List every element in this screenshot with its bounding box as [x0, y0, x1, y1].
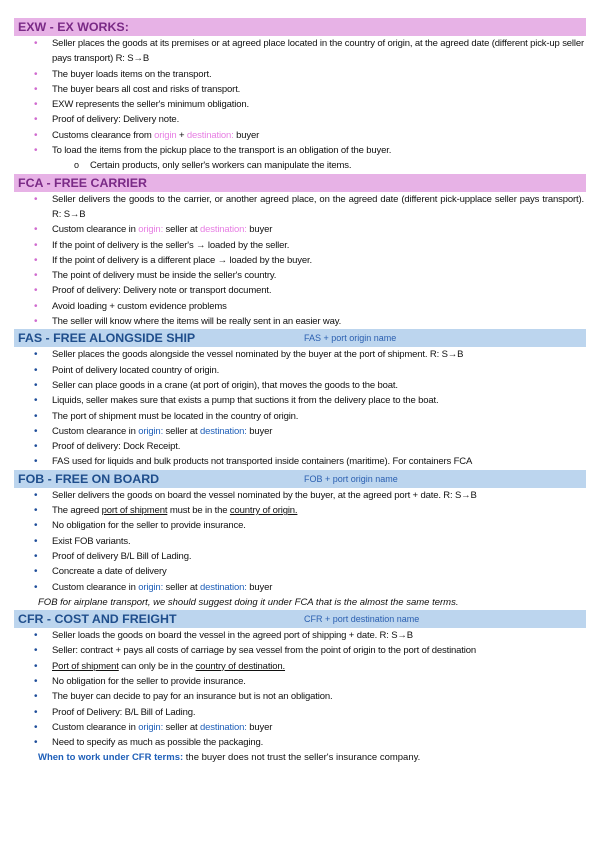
list-item: • If the point of delivery is a different place → loaded by the buyer. [14, 253, 586, 268]
list-item: • Liquids, seller makes sure that exists a pump that suctions it from the delivery place to the boat. [14, 393, 586, 408]
bullet-icon: • [34, 83, 38, 95]
section-title-text: CFR - COST AND FREIGHT [18, 612, 177, 627]
bullet-icon: • [34, 349, 38, 361]
sub-list-item: o Certain products, only seller's workers can manipulate the items. [14, 158, 586, 173]
section-title-text: FCA - FREE CARRIER [18, 175, 147, 190]
bullet-icon: • [34, 630, 38, 642]
list-item: • Proof of delivery: Dock Receipt. [14, 439, 586, 454]
list-item: • Proof of Delivery: B/L Bill of Lading. [14, 705, 586, 720]
bullet-icon: • [34, 316, 38, 328]
section-note: FOB for airplane transport, we should suggest doing it under FCA that is the almost the same terms. [38, 596, 459, 608]
section-note: When to work under CFR terms: the buyer does not trust the seller's insurance company. [38, 752, 421, 764]
bullet-icon: • [34, 99, 38, 111]
section-fob [14, 470, 586, 610]
list-item: • Avoid loading + custom evidence problems [14, 299, 586, 314]
list-item: • Point of delivery located country of origin. [14, 363, 586, 378]
bullet-icon: • [34, 145, 38, 157]
bullet-icon: • [34, 254, 38, 266]
bullet-icon: • [34, 645, 38, 657]
list-item: • The buyer loads items on the transport. [14, 67, 586, 82]
list-item: • Concreate a date of delivery [14, 564, 586, 579]
list-item: • Custom clearance in origin: seller at destination: buyer [14, 580, 586, 595]
list-item: • The buyer bears all cost and risks of transport. [14, 82, 586, 97]
section-fca [14, 174, 586, 330]
list-item: • Seller delivers the goods on board the vessel nominated by the buyer, at the agreed port + date. R: S→B [14, 488, 586, 503]
bullet-icon: • [34, 691, 38, 703]
bullet-icon: • [34, 675, 38, 687]
bullet-icon: • [34, 224, 38, 236]
list-item: • If the point of delivery is the seller's → loaded by the seller. [14, 238, 586, 253]
list-item: • The point of delivery must be inside the seller's country. [14, 268, 586, 283]
document-page [14, 18, 586, 766]
section-title-fas [14, 329, 586, 347]
list-item: • Seller places the goods at its premises or at agreed place located in the country of origin, at the agreed date (different pick-up seller pays transport) R: S→B [34, 38, 584, 65]
bullet-icon: • [34, 193, 38, 205]
list-item: • Proof of delivery: Delivery note. [14, 112, 586, 127]
bullet-icon: • [34, 410, 38, 422]
bullet-icon: • [34, 395, 38, 407]
list-item: • Exist FOB variants. [14, 534, 586, 549]
section-cfr [14, 610, 586, 766]
list-item: • Need to specify as much as possible the packaging. [14, 735, 586, 750]
list-item: • Port of shipment can only be in the country of destination. [14, 659, 586, 674]
bullet-icon: • [34, 270, 38, 282]
list-item: • To load the items from the pickup place to the transport is an obligation of the buyer. [14, 143, 586, 158]
list-item: • Seller delivers the goods to the carrier, or another agreed place, on the agreed date (different pick-upplace seller pays transport). R: S→B [34, 193, 584, 220]
bullet-icon: • [34, 505, 38, 517]
bullet-icon: • [34, 721, 38, 733]
section-title-fca [14, 174, 586, 192]
bullet-icon: • [34, 456, 38, 468]
list-item: • Custom clearance in origin: seller at destination: buyer [14, 222, 586, 237]
bullet-icon: • [34, 566, 38, 578]
section-fas [14, 329, 586, 469]
bullet-icon: • [34, 441, 38, 453]
bullet-icon: • [34, 660, 38, 672]
circle-bullet-icon: o [74, 160, 79, 171]
list-item: • Seller loads the goods on board the vessel in the agreed port of shipping + date. R: S→B [14, 628, 586, 643]
section-title-text: FOB - FREE ON BOARD [18, 471, 160, 486]
bullet-icon: • [34, 38, 38, 49]
bullet-icon: • [34, 706, 38, 718]
list-item: • The port of shipment must be located in the country of origin. [14, 409, 586, 424]
bullet-icon: • [34, 300, 38, 312]
list-item: • FAS used for liquids and bulk products not transported inside containers (maritime). For containers FCA [14, 454, 586, 469]
list-item: • EXW represents the seller's minimum obligation. [14, 97, 586, 112]
bullet-icon: • [34, 239, 38, 251]
list-item: • Custom clearance in origin: seller at destination: buyer [14, 720, 586, 735]
bullet-icon: • [34, 550, 38, 562]
list-item: • No obligation for the seller to provide insurance. [14, 518, 586, 533]
section-title-cfr [14, 610, 586, 628]
list-item: • Seller places the goods alongside the vessel nominated by the buyer at the port of shipment. R: S→B [14, 347, 586, 362]
section-subtitle: FOB + port origin name [304, 473, 398, 484]
bullet-icon: • [34, 129, 38, 141]
bullet-icon: • [34, 489, 38, 501]
list-item: • The buyer can decide to pay for an insurance but is not an obligation. [14, 689, 586, 704]
bullet-icon: • [34, 285, 38, 297]
section-exw [14, 18, 586, 174]
list-item: • The agreed port of shipment must be in the country of origin. [14, 503, 586, 518]
bullet-icon: • [34, 520, 38, 532]
list-item: • The seller will know where the items will be really sent in an easier way. [14, 314, 586, 329]
section-subtitle: FAS + port origin name [304, 333, 397, 344]
bullet-icon: • [34, 535, 38, 547]
bullet-icon: • [34, 379, 38, 391]
section-title-text: FAS - FREE ALONGSIDE SHIP [18, 331, 196, 346]
bullet-icon: • [34, 68, 38, 80]
list-item: • Proof of delivery B/L Bill of Lading. [14, 549, 586, 564]
section-title-exw [14, 18, 586, 36]
list-item: • Custom clearance in origin: seller at destination: buyer [14, 424, 586, 439]
list-item: • Proof of delivery: Delivery note or transport document. [14, 283, 586, 298]
section-title-text: EXW - EX WORKS: [18, 20, 129, 34]
bullet-icon: • [34, 425, 38, 437]
section-title-fob [14, 470, 586, 488]
list-item: • Seller can place goods in a crane (at port of origin), that moves the goods to the boat. [14, 378, 586, 393]
bullet-icon: • [34, 581, 38, 593]
bullet-icon: • [34, 364, 38, 376]
list-item: • Customs clearance from origin + destination: buyer [14, 128, 586, 143]
bullet-icon: • [34, 114, 38, 126]
bullet-icon: • [34, 737, 38, 749]
list-item: • No obligation for the seller to provide insurance. [14, 674, 586, 689]
section-subtitle: CFR + port destination name [304, 614, 420, 625]
list-item: • Seller: contract + pays all costs of carriage by sea vessel from the point of origin to the port of destination [14, 643, 586, 658]
